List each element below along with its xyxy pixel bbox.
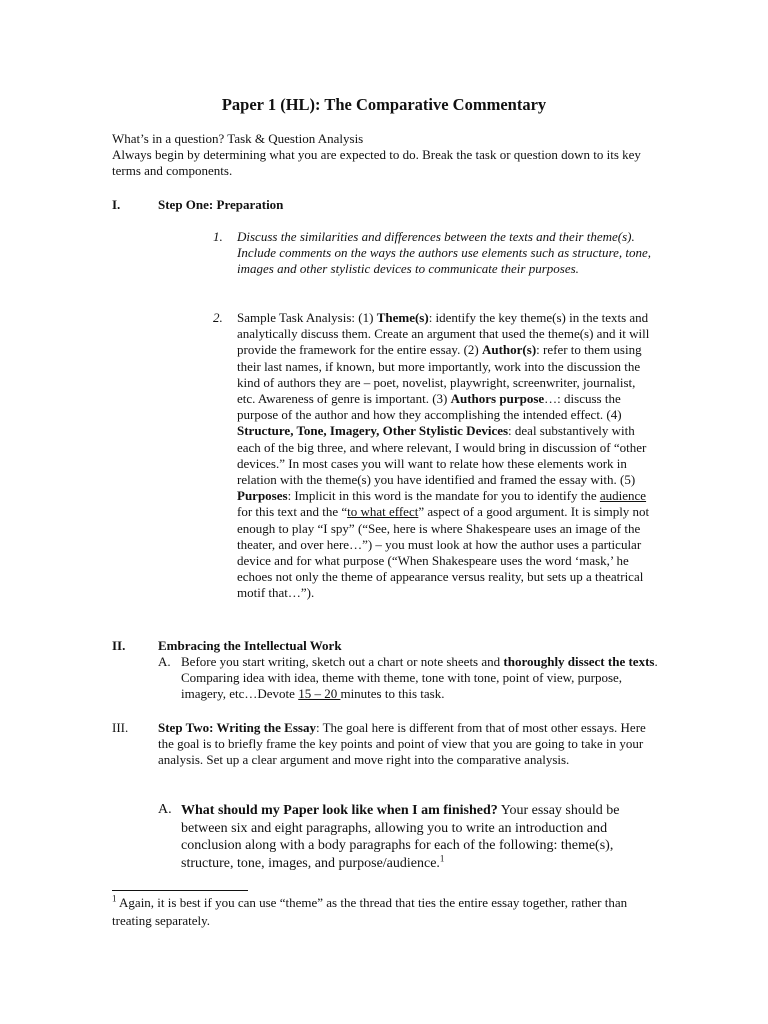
section-2-underlined-term: 15 – 20 <box>298 686 341 702</box>
intro <box>112 131 672 179</box>
section-3-body: : The goal here is different from that of most other essays. Here the goal is to briefly frame the key points and point of view that you are going to take in your analysis. Set up a clear argument and move right into the comparative analysis. <box>158 720 646 768</box>
item-2-segment: Sample Task Analysis: (1) <box>237 310 377 325</box>
page-title: Paper 1 (HL): The Comparative Commentary <box>221 95 547 114</box>
item-2-bold-term: Authors purpose <box>450 391 545 407</box>
item-2-bold-term: Theme(s) <box>376 310 429 325</box>
item-2-segment: …: discuss the purpose of the author and how they accomplishing the intended effect. (4) <box>237 391 622 423</box>
item-2-segment: ” aspect of a good argument. It is simply not enough to play “I spy” (“See, here is where Shakespeare uses an image of the theater, and over here…”) – you must look at how the author uses a particular device and for what purpose (“When Shakespeare uses the word ‘mask,’ he echoes not only the theme of appearance versus reality, but sets up a theatrical motif that…”). <box>237 504 650 601</box>
item-2-segment: : Implicit in this word is the mandate for you to identify the <box>287 488 600 504</box>
item-2-text <box>237 310 657 602</box>
item-2-bold-term: Structure, Tone, Imagery, Other Stylistic Devices <box>237 423 509 439</box>
item-2-segment: for this text and the “ <box>237 504 348 520</box>
section-3-letter: A. <box>158 802 172 817</box>
footnote-text: Again, it is best if you can use “theme” as the thread that ties the entire essay together, rather than treating separately. <box>112 895 628 928</box>
section-3-subheading: What should my Paper look like when I am finished? <box>181 803 498 818</box>
section-2-segment: . Comparing idea with idea, theme with theme, tone with tone, point of view, purpose, imagery, etc…Devote <box>181 654 658 702</box>
item-2-segment: : identify the key theme(s) in the texts and analytically discuss them. Create an argument that used the theme(s) and it will provide the framework for the entire essay. (2) <box>237 310 650 358</box>
section-3-subtext: Your essay should be between six and eight paragraphs, allowing you to write an introduction and conclusion along with a body paragraphs for each of the following: theme(s), structure, tone, images, and purpose/audience. <box>181 803 620 871</box>
section-3-numeral: III. <box>112 720 129 735</box>
item-2-underlined-term: audience <box>599 488 647 504</box>
footnote-divider <box>112 890 248 891</box>
section-2-letter: A. <box>158 654 171 669</box>
footnote-reference: 1 <box>439 852 445 863</box>
section-2-segment: Before you start writing, sketch out a chart or note sheets and <box>181 654 504 669</box>
item-1-text: Discuss the similarities and differences between the texts and their theme(s). Include comments on the ways the authors use elements such as structure, tone, images and other stylistic devices to communicate their purposes. <box>237 229 652 277</box>
section-3-heading: Step Two: Writing the Essay <box>158 720 316 735</box>
section-1-numeral: I. <box>112 197 121 212</box>
section-2-segment: minutes to this task. <box>340 686 445 702</box>
item-2-segment: : refer to them using their last names, if known, but more importantly, work into the discussion the kind of authors they are – poet, novelist, playwright, screenwriter, journalist, etc. Awareness of genre is important. (3) <box>237 342 642 407</box>
intro-line-2: Always begin by determining what you are expected to do. Break the task or question down to its key terms and components. <box>112 147 641 178</box>
item-2-underlined-term: to what effect <box>347 504 419 520</box>
footnote <box>112 894 652 930</box>
section-3-text <box>158 720 658 769</box>
section-1-heading: Step One: Preparation <box>158 197 284 212</box>
footnote-mark: 1 <box>112 893 117 904</box>
item-2-bold-term: Author(s) <box>481 342 537 358</box>
section-2-text <box>181 654 659 703</box>
section-2-bold-term: thoroughly dissect the texts <box>503 654 655 669</box>
item-2-segment: : deal substantively with each of the big three, and where relevant, I would bring in discussion of “other devices.” In most cases you will want to relate how these elements work in relation with the theme(s) you have identified and framed the essay with. (5) <box>237 423 647 488</box>
item-1-number: 1. <box>213 229 223 244</box>
section-3-subsection <box>181 802 653 872</box>
item-2-number: 2. <box>213 310 223 325</box>
section-2-numeral: II. <box>112 638 126 653</box>
item-2-bold-term: Purposes <box>237 488 288 504</box>
section-2-heading: Embracing the Intellectual Work <box>158 638 342 653</box>
intro-line-1: What’s in a question? Task & Question Analysis <box>112 131 364 146</box>
